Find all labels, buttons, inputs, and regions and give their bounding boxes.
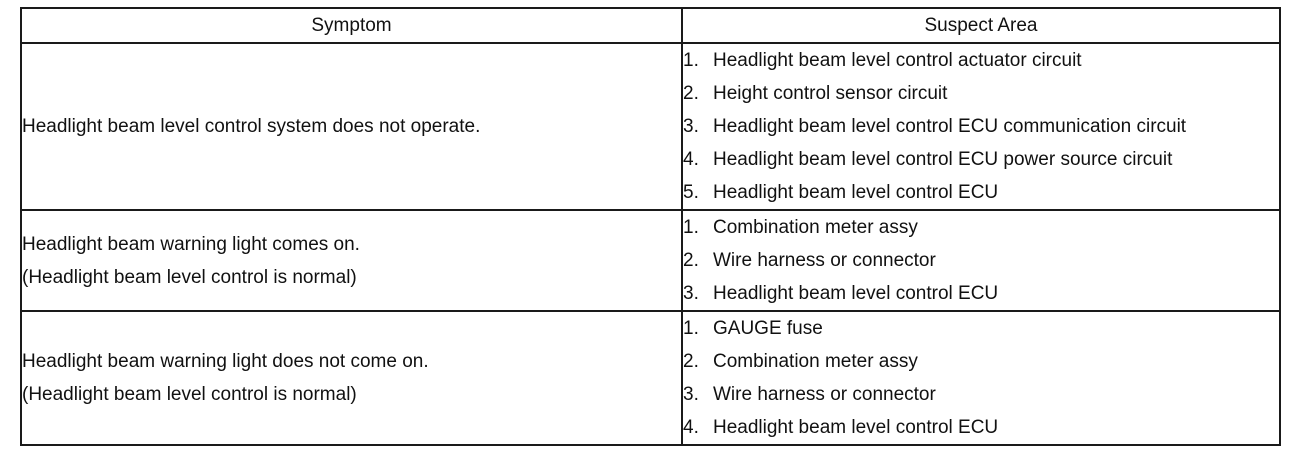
list-number: 3. <box>683 282 699 304</box>
list-number: 1. <box>683 317 699 339</box>
symptom-text: Headlight beam warning light comes on. <box>22 233 360 255</box>
symptom-column-header: Symptom <box>21 8 682 43</box>
problem-symptoms-table <box>20 7 1281 446</box>
table-row <box>21 43 1280 210</box>
list-number: 3. <box>683 383 699 405</box>
table-row <box>21 210 1280 311</box>
suspect-text: Headlight beam level control ECU <box>713 416 999 438</box>
list-number: 1. <box>683 49 699 71</box>
table-body <box>21 43 1280 445</box>
suspect-list-item <box>683 211 1279 244</box>
suspect-list-item <box>683 110 1279 143</box>
suspect-list-item <box>683 277 1279 310</box>
list-number: 4. <box>683 416 699 438</box>
suspect-text: Height control sensor circuit <box>713 82 948 104</box>
table-header-row <box>21 8 1280 43</box>
suspect-text: Combination meter assy <box>713 350 918 372</box>
list-number: 2. <box>683 82 699 104</box>
suspect-text: Headlight beam level control ECU <box>713 181 999 203</box>
suspect-list-item <box>683 312 1279 345</box>
suspect-list-item <box>683 77 1279 110</box>
suspect-area-cell <box>682 43 1280 210</box>
suspect-list-item <box>683 44 1279 77</box>
list-number: 2. <box>683 350 699 372</box>
list-number: 2. <box>683 249 699 271</box>
list-number: 3. <box>683 115 699 137</box>
suspect-area-column-header: Suspect Area <box>682 8 1280 43</box>
symptom-cell <box>21 210 682 311</box>
list-number: 1. <box>683 216 699 238</box>
suspect-text: Combination meter assy <box>713 216 918 238</box>
suspect-text: Headlight beam level control actuator circuit <box>713 49 1082 71</box>
suspect-list-item <box>683 176 1279 209</box>
symptom-text: Headlight beam warning light does not come on. <box>22 351 429 372</box>
symptom-cell <box>21 311 682 445</box>
symptom-text: (Headlight beam level control is normal) <box>22 384 357 405</box>
suspect-list-item <box>683 345 1279 378</box>
list-number: 4. <box>683 148 699 170</box>
suspect-list-item <box>683 411 1279 444</box>
suspect-text: Wire harness or connector <box>713 383 936 405</box>
suspect-area-cell <box>682 210 1280 311</box>
suspect-area-cell <box>682 311 1280 445</box>
suspect-text: Wire harness or connector <box>713 249 936 271</box>
suspect-list-item <box>683 378 1279 411</box>
symptom-cell <box>21 43 682 210</box>
suspect-text: GAUGE fuse <box>713 317 823 339</box>
suspect-list-item <box>683 143 1279 176</box>
suspect-text: Headlight beam level control ECU communication circuit <box>713 115 1187 137</box>
table-row <box>21 311 1280 445</box>
list-number: 5. <box>683 181 699 203</box>
suspect-text: Headlight beam level control ECU <box>713 282 999 304</box>
symptom-text: Headlight beam level control system does not operate. <box>22 116 481 137</box>
symptom-text: (Headlight beam level control is normal) <box>22 266 357 288</box>
suspect-list-item <box>683 244 1279 277</box>
suspect-text: Headlight beam level control ECU power source circuit <box>713 148 1173 170</box>
